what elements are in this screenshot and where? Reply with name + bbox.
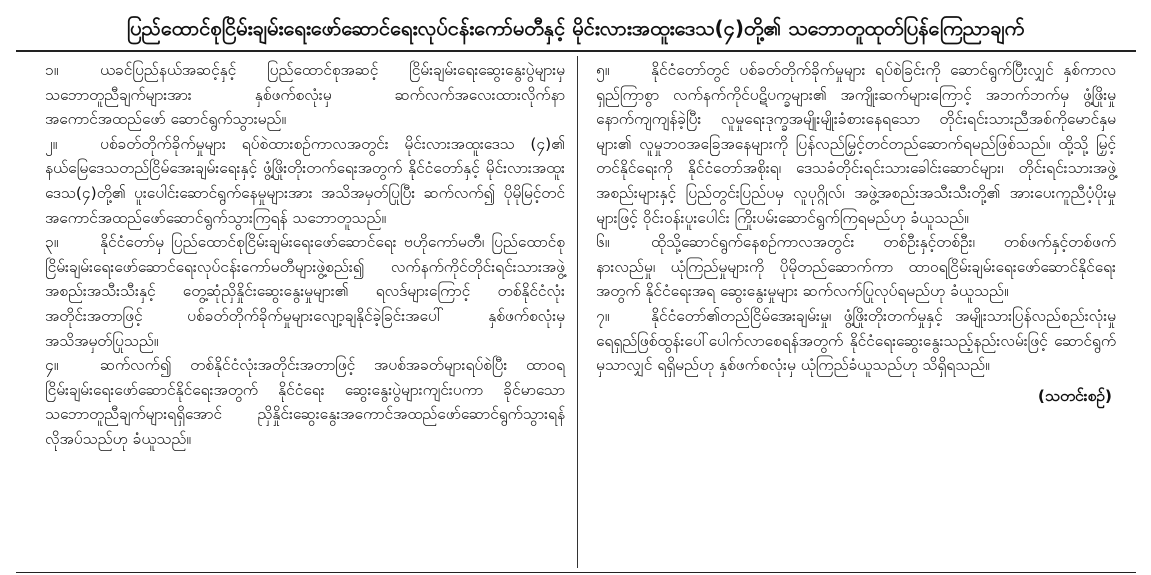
paragraph-number: ၁။	[45, 61, 59, 79]
paragraph-number: ၆။	[596, 233, 610, 252]
column-divider	[577, 56, 578, 568]
headline: ပြည်ထောင်စုငြိမ်းချမ်းရေးဖော်ဆောင်ရေးလုပ်ငန်းကော်မတီနှင့် မိုင်းလားအထူးဒေသ(၄)တို့၏ သဘောတူထုတ်ပြန်ကြေညာချက်	[126, 16, 1025, 40]
bottom-rule	[16, 572, 1136, 573]
top-rule	[16, 50, 1136, 52]
paragraph-5	[596, 58, 1116, 230]
paragraph-text: ပစ်ခတ်တိုက်ခိုက်မှုများ ရပ်စဲထားစဉ်ကာလအတွင်း မိုင်းလားအထူးဒေသ (၄)၏ နယ်မြေဒေသတည်ငြိမ်အေးချမ်းရေးနှင့် ဖွံ့ဖြိုးတိုးတက်ရေးအတွက် နိုင်ငံတော်နှင့် မိုင်းလားအထူးဒေသ(၄)တို့၏ ပူးပေါင်းဆောင်ရွက်နေမှုများအား အသိအမှတ်ပြုပြီး ဆက်လက်၍ ပိုမိုမြင့်တင်အကောင်အထည်ဖော်ဆောင်ရွက်သွားကြရန် သဘောတူသည်။	[45, 134, 565, 227]
paragraph-text: နိုင်ငံတော်တွင် ပစ်ခတ်တိုက်ခိုက်မှုများ ရပ်စဲခြင်းကို ဆောင်ရွက်ပြီးလျှင် နှစ်ကာလရှည်ကြာစွာ လက်နက်ကိုင်ပဋိပက္ခများ၏ အကျိုးဆက်များကြောင့် အဘက်ဘက်မှ ဖွံ့ဖြိုးမှုနောက်ကျကျန်ခဲ့ပြီး လူမှုရေးဒုက္ခအမျိုးမျိုးခံစားနေရသော တိုင်းရင်းသားညီအစ်ကိုမောင်နှမများ၏ လူမှုဘဝအခြေအနေများကို ပြန်လည်မြှင့်တင်တည်ဆောက်ရမည်ဖြစ်သည်။ ထို့သို့ မြှင့်တင်နိုင်ရေးကို နိုင်ငံတော်အစိုးရ၊ ဒေသခံတိုင်းရင်းသားခေါင်းဆောင်များ၊ တိုင်းရင်းသားအဖွဲ့အစည်းများနှင့် ပြည်တွင်းပြည်ပမှ လူပုဂ္ဂိုလ်၊ အဖွဲ့အစည်းအသီးသီးတို့၏ အားပေးကူညီပံ့ပိုးမှုများဖြင့် ဝိုင်းဝန်းပူးပေါင်း ကြိုးပမ်းဆောင်ရွက်ကြရမည်ဟု ခံယူသည်။	[596, 61, 1116, 227]
left-column	[45, 58, 565, 452]
paragraph-2	[45, 132, 565, 230]
paragraph-number: ၄။	[45, 356, 59, 375]
paragraph-number: ၂။	[45, 134, 58, 153]
paragraph-1	[45, 58, 565, 132]
paragraph-4	[45, 353, 565, 451]
paragraph-text: နိုင်ငံတော်၏တည်ငြိမ်အေးချမ်းမှု၊ ဖွံ့ဖြိုးတိုးတက်မှုနှင့် အမျိုးသားပြန်လည်စည်းလုံးမှုရေရှည်ဖြစ်ထွန်းပေါ်ပေါက်လာစေရန်အတွက် နိုင်ငံရေးဆွေးနွေးသည့်နည်းလမ်းဖြင့် ဆောင်ရွက်မှသာလျှင် ရရှိမည်ဟု နှစ်ဖက်စလုံးမှ ယုံကြည်ခံယူသည်ဟု သိရှိရသည်။	[596, 306, 1116, 375]
paragraph-7	[596, 304, 1116, 378]
paragraph-text: ထိုသို့ဆောင်ရွက်နေစဉ်ကာလအတွင်း တစ်ဦးနှင့်တစ်ဦး၊ တစ်ဖက်နှင့်တစ်ဖက် နားလည်မှု၊ ယုံကြည်မှုများကို ပိုမိုတည်ဆောက်ကာ ထာဝရငြိမ်းချမ်းရေးဖော်ဆောင်နိုင်ရေးအတွက် နိုင်ငံရေးအရ ဆွေးနွေးမှုများ ဆက်လက်ပြုလုပ်ရမည်ဟု ခံယူသည်။	[596, 233, 1116, 301]
paragraph-number: ၅။	[596, 61, 610, 79]
signature-credit: (သတင်းစဉ်)	[1037, 386, 1112, 405]
paragraph-3	[45, 230, 565, 353]
paragraph-text: ဆက်လက်၍ တစ်နိုင်ငံလုံးအတိုင်းအတာဖြင့် အပစ်အခတ်များရပ်စဲပြီး ထာဝရငြိမ်းချမ်းရေးဖော်ဆောင်နိုင်ရေးအတွက် နိုင်ငံရေး ဆွေးနွေးပွဲများကျင်းပကာ ခိုင်မာသောသဘောတူညီချက်များရရှိအောင် ညှိနှိုင်းဆွေးနွေးအကောင်အထည်ဖော်ဆောင်ရွက်သွားရန် လိုအပ်သည်ဟု ခံယူသည်။	[45, 356, 565, 448]
right-column	[596, 58, 1116, 408]
paragraph-text: နိုင်ငံတော်မှ ပြည်ထောင်စုငြိမ်းချမ်းရေးဖော်ဆောင်ရေး ဗဟိုကော်မတီ၊ ပြည်ထောင်စုငြိမ်းချမ်းရေးဖော်ဆောင်ရေးလုပ်ငန်းကော်မတီများဖွဲ့စည်း၍ လက်နက်ကိုင်တိုင်းရင်းသားအဖွဲ့အစည်းအသီးသီးနှင့် တွေ့ဆုံညှိနှိုင်းဆွေးနွေးမှုများ၏ ရလဒ်များကြောင့် တစ်နိုင်ငံလုံးအတိုင်းအတာဖြင့် ပစ်ခတ်တိုက်ခိုက်မှုများလျော့ချနိုင်ခဲ့ခြင်းအပေါ် နှစ်ဖက်စလုံးမှ အသိအမှတ်ပြုသည်။	[45, 233, 565, 350]
paragraph-number: ၇။	[596, 306, 610, 325]
paragraph-number: ၃။	[45, 233, 59, 252]
paragraph-6	[596, 230, 1116, 304]
paragraph-text: ယခင်ပြည်နယ်အဆင့်နှင့် ပြည်ထောင်စုအဆင့် ငြိမ်းချမ်းရေးဆွေးနွေးပွဲများမှ သဘောတူညီချက်များအား နှစ်ဖက်စလုံးမှ ဆက်လက်အလေးထားလိုက်နာအကောင်အထည်ဖော် ဆောင်ရွက်သွားမည်။	[45, 61, 565, 129]
